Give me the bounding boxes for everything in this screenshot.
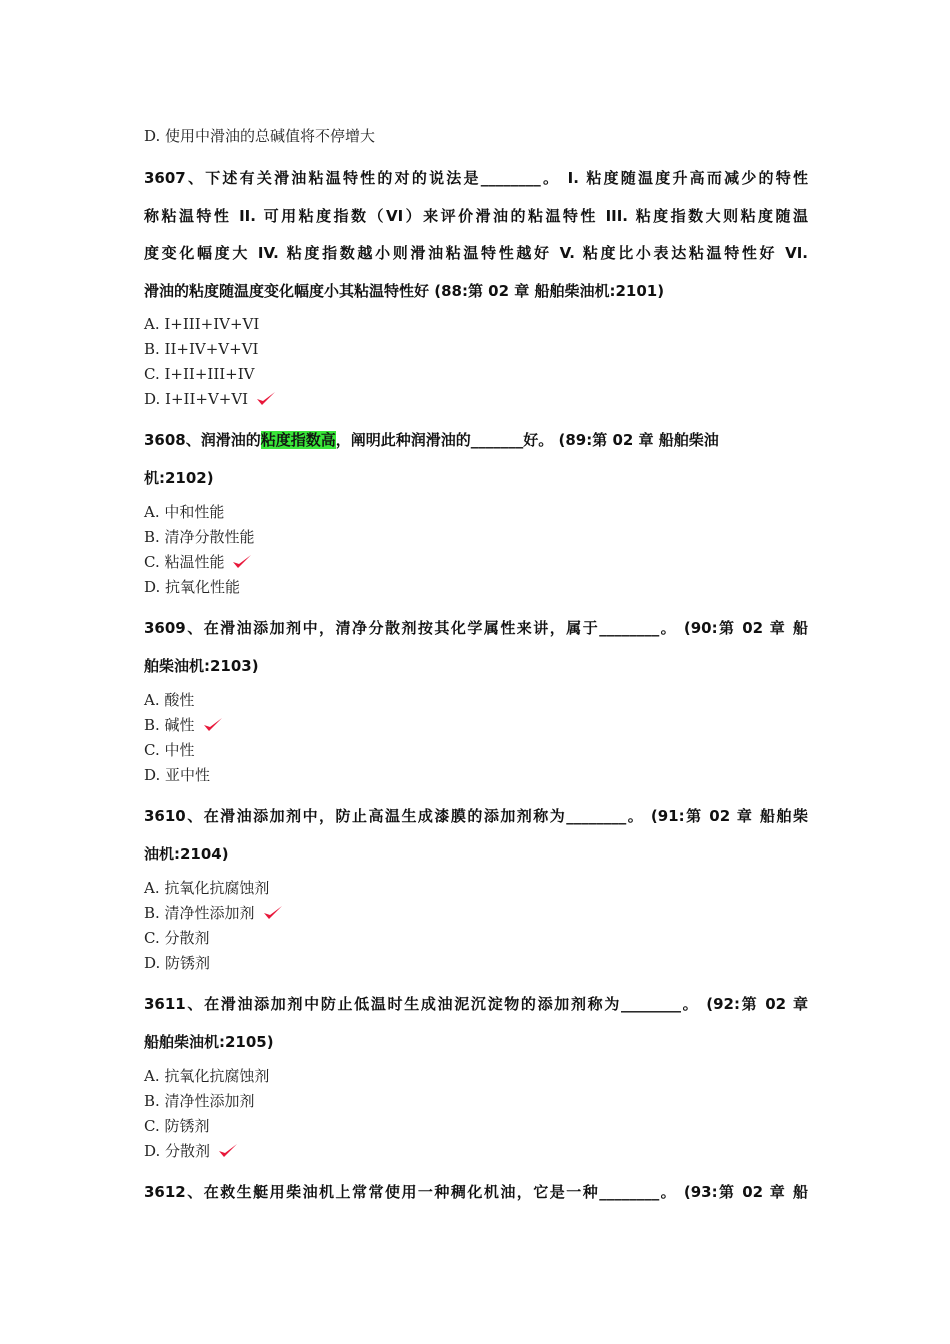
option-item-correct: C. 粘温性能	[144, 551, 252, 573]
question-line: 机:2102)	[144, 468, 214, 487]
question-3610	[144, 798, 808, 873]
option-item: D. 防锈剂	[144, 954, 211, 972]
option-item: D. 使用中滑油的总碱值将不停增大	[144, 127, 376, 145]
question-3609	[144, 610, 808, 685]
option-item: C. 分散剂	[144, 929, 210, 947]
question-line: 船舶柴油机:2105)	[144, 1032, 274, 1051]
option-item: C. I+II+III+IV	[144, 365, 255, 383]
question-3612	[144, 1174, 808, 1212]
question-3608	[144, 422, 808, 497]
check-mark-icon	[232, 554, 252, 570]
check-mark-icon	[256, 391, 276, 407]
question-line: 滑油的粘度随温度变化幅度小其粘温特性好 (88:第 02 章 船舶柴油机:2101)	[144, 281, 665, 300]
option-item: B. 清净性添加剂	[144, 1092, 255, 1110]
question-line: 3610、在滑油添加剂中，防止高温生成漆膜的添加剂称为________。 (91:第 02 章 船舶柴	[144, 807, 808, 825]
option-item: B. II+IV+V+VI	[144, 340, 259, 358]
option-item-correct: D. 分散剂	[144, 1140, 238, 1162]
option-item-correct: B. 清净性添加剂	[144, 902, 283, 924]
option-item: D. 抗氧化性能	[144, 578, 241, 596]
question-line: 3607、下述有关滑油粘温特性的对的说法是________。 I. 粘度随温度升高而减少的特性	[144, 169, 808, 187]
question-line: 称粘温特性 II. 可用粘度指数（VI）来评价滑油的粘温特性 III. 粘度指数大则粘度随温	[144, 206, 808, 225]
option-item: A. 中和性能	[144, 503, 225, 521]
option-item: A. 酸性	[144, 691, 195, 709]
question-line: 度变化幅度大 IV. 粘度指数越小则滑油粘温特性越好 V. 粘度比小表达粘温特性好 VI.	[144, 244, 808, 262]
check-mark-icon	[218, 1143, 238, 1159]
option-item-correct: B. 碱性	[144, 714, 223, 736]
question-line: 油机:2104)	[144, 844, 229, 863]
check-mark-icon	[203, 717, 223, 733]
option-item: A. I+III+IV+VI	[144, 315, 260, 333]
check-mark-icon	[263, 905, 283, 921]
question-line: 3609、在滑油添加剂中，清净分散剂按其化学属性来讲，属于________。 (90:第 02 章 船	[144, 619, 808, 637]
option-item: C. 防锈剂	[144, 1117, 210, 1135]
option-item: B. 清净分散性能	[144, 528, 255, 546]
question-line: 3611、在滑油添加剂中防止低温时生成油泥沉淀物的添加剂称为________。 (92:第 02 章	[144, 995, 808, 1013]
question-3611	[144, 986, 808, 1061]
option-item: A. 抗氧化抗腐蚀剂	[144, 1067, 270, 1085]
highlighted-text: 粘度指数高	[260, 431, 336, 449]
question-3607	[144, 160, 808, 310]
question-line: 舶柴油机:2103)	[144, 656, 259, 675]
question-line: 3612、在救生艇用柴油机上常常使用一种稠化机油，它是一种________。 (93:第 02 章 船	[144, 1183, 808, 1201]
question-line: 3608、润滑油的粘度指数高，阐明此种润滑油的_______好。 (89:第 02 章 船舶柴油	[144, 431, 719, 449]
option-item-correct: D. I+II+V+VI	[144, 388, 276, 410]
option-item: D. 亚中性	[144, 766, 211, 784]
option-item: A. 抗氧化抗腐蚀剂	[144, 879, 270, 897]
option-item: C. 中性	[144, 741, 195, 759]
